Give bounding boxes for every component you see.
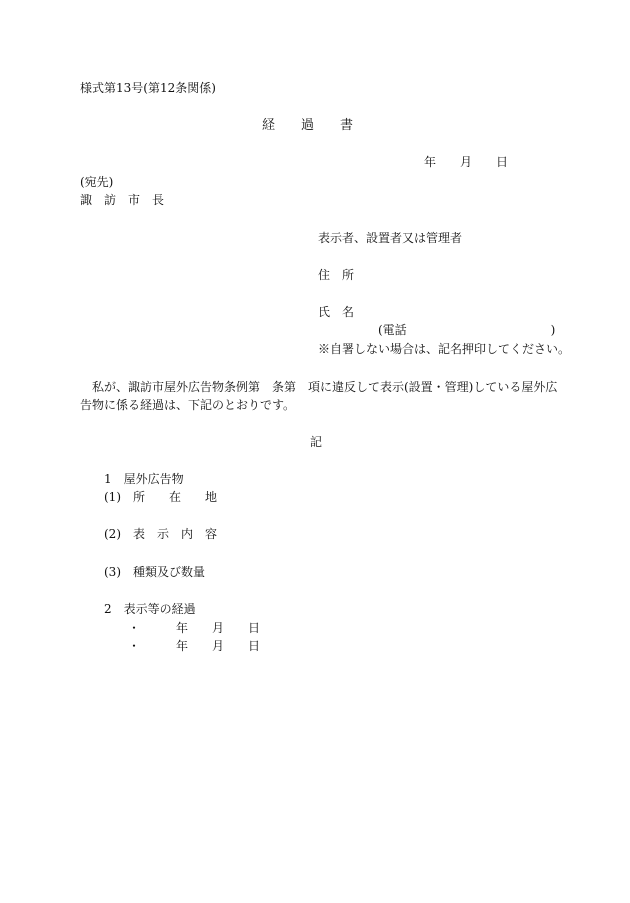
section-1-item-location: (1) 所 在 地: [104, 490, 217, 504]
section-2-heading: 2 表示等の経過: [104, 602, 196, 616]
addressee: 諏 訪 市 長: [80, 193, 165, 207]
addressee-note: (宛先): [80, 175, 114, 189]
document-title: 経 過 書: [262, 118, 354, 133]
address-label: 住 所: [318, 268, 355, 282]
form-number: 様式第13号(第12条関係): [80, 81, 216, 95]
signature-note: ※自署しない場合は、記名押印してください。: [318, 342, 571, 356]
applicant-role: 表示者、設置者又は管理者: [318, 231, 463, 245]
section-1-heading: 1 屋外広告物: [104, 472, 184, 486]
body-text-line-2: 告物に係る経過は、下記のとおりです。: [80, 398, 296, 412]
body-text-line-1: 私が、諏訪市屋外広告物条例第 条第 項に違反して表示(設置・管理)している屋外広: [92, 380, 558, 394]
section-1-item-quantity: (3) 種類及び数量: [104, 565, 205, 579]
name-label: 氏 名: [318, 305, 355, 319]
section-1-item-content: (2) 表 示 内 容: [104, 527, 217, 541]
ki-heading: 記: [310, 435, 323, 449]
section-2-entry: ・ 年 月 日: [128, 621, 261, 635]
phone-field: (電話 ): [378, 323, 556, 337]
section-2-entry: ・ 年 月 日: [128, 639, 261, 653]
date-line: 年 月 日: [424, 155, 509, 169]
